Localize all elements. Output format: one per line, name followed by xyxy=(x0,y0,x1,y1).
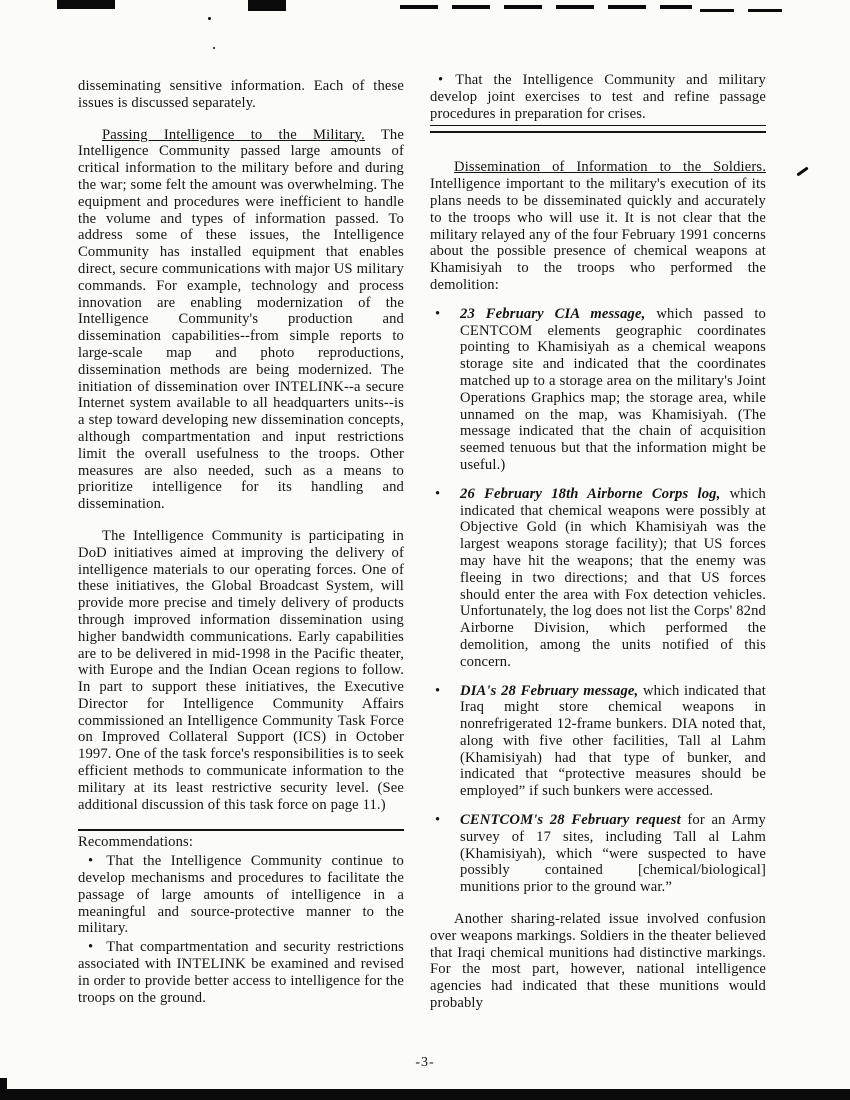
evidence-bullet xyxy=(430,683,766,801)
section-dissemination xyxy=(430,159,766,293)
bullet-text: for an Army survey of 17 sites, including Tall al Lahm (Khamisiyah), which “were suspected to have possibly contained [chemical/biological] munitions prior to the ground war.” xyxy=(460,812,766,896)
left-column xyxy=(78,78,404,1006)
scan-artifact-top-dashes-right xyxy=(700,9,794,12)
paragraph-dod-initiatives: The Intelligence Community is participating in DoD initiatives aimed at improving the delivery of intelligence materials to our operating forces. One of these initiatives, the Global Broadcast System, will provide more precise and timely delivery of products through improved information dissemination using higher bandwidth communications. Early capabilities are to be delivered in mid-1998 in the Pacific theater, with Europe and the Indian Ocean regions to follow. In part to support these initiatives, the Executive Director for Intelligence Community Affairs commissioned an Intelligence Community Task Force on Improved Collateral Support (ICS) in October 1997. One of the task force's responsibilities is to seek efficient methods to communicate information to the military at its least restrictive security level. (See additional discussion of this task force on page 11.) xyxy=(78,527,404,813)
recommendation-item xyxy=(78,853,404,937)
bullet-lead: CENTCOM's 28 February request xyxy=(460,812,681,829)
bullet-text: which passed to CENTCOM elements geographic coordinates pointing to Khamisiyah as a chemical weapons storage site and indicated that the coordinates matched up to a storage area on the military's Joint Operations Graphics map; the storage area, while unnamed on the map, was Khamisiyah. (The message indicated that the chain of acquisition seemed tenuous but that the information might be useful.) xyxy=(460,305,766,473)
scan-artifact-top-bar xyxy=(248,0,286,11)
bullet-lead: 26 February 18th Airborne Corps log, xyxy=(460,485,721,502)
section-heading: Dissemination of Information to the Soldiers. xyxy=(454,159,766,176)
scan-artifact-speck xyxy=(213,47,215,49)
scan-artifact-pen-mark xyxy=(796,167,808,177)
scan-artifact-bottom-bar xyxy=(0,1089,850,1100)
scan-artifact-speck xyxy=(208,17,211,20)
horizontal-rule xyxy=(78,829,404,831)
evidence-bullet xyxy=(430,306,766,474)
section-body-text: The Intelligence Community passed large amounts of critical information to the military before and during the war; some felt the amount was overwhelming. The equipment and procedures were inefficient to handle the volume and types of information passed. To address some of these issues, the Intelligence Community has installed equipment that enables direct, secure communications with major US military commands. For example, technology and process innovation are enabling modernization of the Intelligence Community's production and dissemination capabilities--from simple reports to large-scale map and photo reproductions, dissemination methods are being modernized. The initiation of dissemination over INTELINK--a secure Internet system available to all headquarters units--is a step toward developing new dissemination concepts, although compartmentation and input restrictions limit the overall usefulness to the troops. Other measures are also needed, such as a means to prioritize intelligence for its handling and dissemination. xyxy=(78,126,404,513)
evidence-bullet xyxy=(430,812,766,896)
section-passing-intelligence xyxy=(78,127,404,513)
scan-artifact-top-left-bar xyxy=(57,0,115,9)
bullet-text: which indicated that chemical weapons were possibly at Objective Gold (in which Khamisiyah was the largest weapons storage facility); that US forces may have hit the weapons; that the enemy was fleeing in two directions; and that US forces should enter the area with Fox detection vehicles. Unfortunately, the log does not list the Corps' 82nd Airborne Division, which performed the demolition, among the units notified of this concern. xyxy=(460,485,766,670)
recommendations-heading: Recommendations: xyxy=(78,834,194,851)
horizontal-rule xyxy=(430,131,766,133)
evidence-bullet xyxy=(430,486,766,671)
recommendation-text: That the Intelligence Community continue to develop mechanisms and procedures to facilitate the passage of large amounts of intelligence in a meaningful and source-protective manner to the military. xyxy=(78,853,404,937)
scan-artifact-top-dashes xyxy=(400,5,692,9)
recommendation-item xyxy=(78,939,404,1006)
page-number: -3- xyxy=(415,1055,435,1070)
recommendation-text: That compartmentation and security restrictions associated with INTELINK be examined and revised in order to provide better access to intelligence for the troops on the ground. xyxy=(78,939,404,1006)
section-heading: Passing Intelligence to the Military. xyxy=(102,126,365,143)
bullet-lead: 23 February CIA message, xyxy=(460,305,646,322)
paragraph-continuation: disseminating sensitive information. Each of these issues is discussed separately. xyxy=(78,78,404,111)
recommendation-carryover-item xyxy=(430,72,766,126)
section-body-text: Intelligence important to the military's execution of its plans needs to be disseminated quickly and accurately to the troops who will use it. It is not clear that the military relayed any of the four February 1991 concerns about the possible presence of chemical weapons at Khamisiyah to the troops who performed the demolition: xyxy=(430,176,766,293)
bullet-lead: DIA's 28 February message, xyxy=(460,682,639,699)
recommendation-text: That the Intelligence Community and military develop joint exercises to test and refine passage procedures in preparation for crises. xyxy=(430,72,766,122)
paragraph-weapons-markings: Another sharing-related issue involved confusion over weapons markings. Soldiers in the theater believed that Iraqi chemical munitions had distinctive markings. For the most part, however, national intelligence agencies had indicated that these munitions would probably xyxy=(430,911,766,1012)
right-column xyxy=(430,72,766,1012)
bullet-text: which indicated that Iraq might store chemical weapons in nonrefrigerated 12-frame bunkers. DIA noted that, along with five other facilities, Tall al Lahm (Khamisiyah) had that type of bunker, and indicated that “protective measures should be employed” if such bunkers were accessed. xyxy=(460,682,766,800)
